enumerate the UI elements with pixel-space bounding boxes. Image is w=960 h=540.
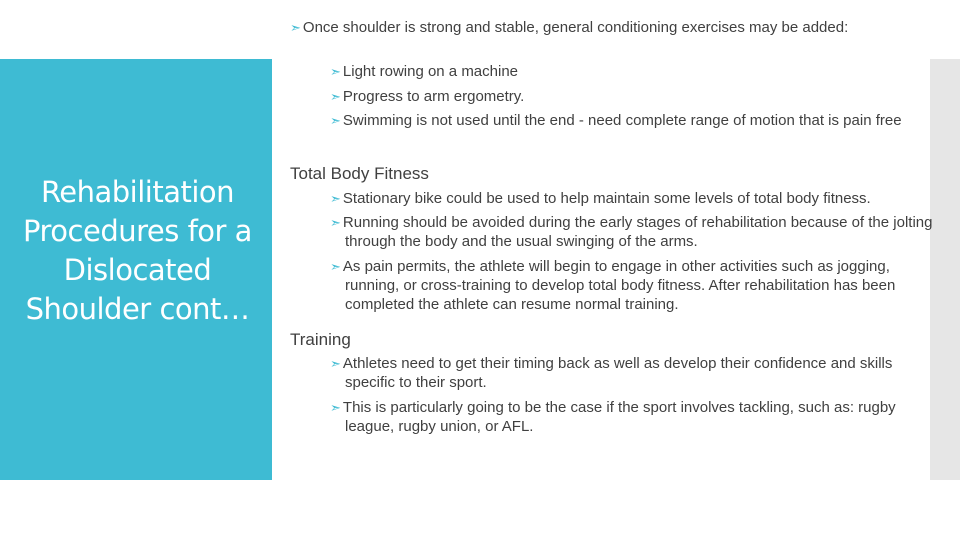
arrow-bullet-icon: ➣ xyxy=(330,400,341,415)
bullet-text: Once shoulder is strong and stable, general conditioning exercises may be added: xyxy=(302,19,849,36)
section-heading: Training xyxy=(290,330,351,349)
bullet-text: As pain permits, the athlete will begin to engage in other activities such as jogging, running, or cross-training to develop total body fitness. After rehabilitation has been completed the athlete can resume normal training. xyxy=(342,258,896,313)
bullet-text: Athletes need to get their timing back as well as develop their confidence and skills specific to their sport. xyxy=(342,355,893,391)
bullet-text: Running should be avoided during the early stages of rehabilitation because of the jolting through the body and the usual swinging of the arms. xyxy=(342,214,933,250)
sub-bullet xyxy=(330,257,942,314)
bullet-text: Swimming is not used until the end - need complete range of motion that is pain free xyxy=(342,112,902,129)
arrow-bullet-icon: ➣ xyxy=(330,259,341,274)
arrow-bullet-icon: ➣ xyxy=(330,64,341,79)
sub-bullet xyxy=(330,87,942,106)
arrow-bullet-icon: ➣ xyxy=(330,215,341,230)
sub-bullet xyxy=(330,189,942,208)
slide-title: Rehabilitation Procedures for a Dislocated Shoulder cont… xyxy=(23,175,252,326)
sub-bullet xyxy=(330,398,942,436)
arrow-bullet-icon: ➣ xyxy=(330,113,341,128)
bullet-text: This is particularly going to be the case if the sport involves tackling, such as: rugby league, rugby union, or AFL. xyxy=(342,399,896,435)
bullet-intro xyxy=(290,18,930,37)
arrow-bullet-icon: ➣ xyxy=(330,191,341,206)
sub-bullet xyxy=(330,111,942,130)
sub-bullet xyxy=(330,62,942,81)
sub-bullet xyxy=(330,213,942,251)
arrow-bullet-icon: ➣ xyxy=(290,20,301,35)
arrow-bullet-icon: ➣ xyxy=(330,356,341,371)
bullet-text: Light rowing on a machine xyxy=(342,63,519,80)
bullet-text: Progress to arm ergometry. xyxy=(342,88,525,105)
sub-bullet xyxy=(330,354,942,392)
section-heading: Total Body Fitness xyxy=(290,164,429,183)
bullet-text: Stationary bike could be used to help maintain some levels of total body fitness. xyxy=(342,190,871,207)
arrow-bullet-icon: ➣ xyxy=(330,89,341,104)
